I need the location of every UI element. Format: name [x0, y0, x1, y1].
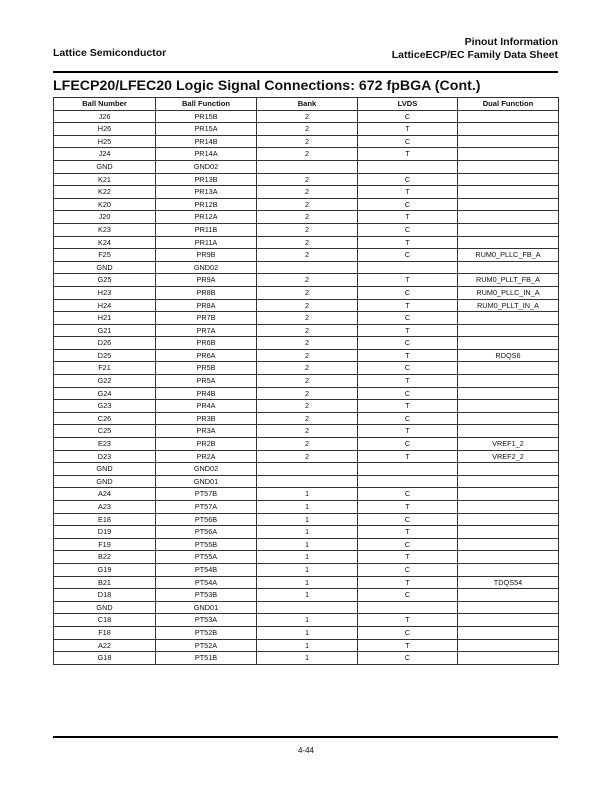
cell-ball-number: C25	[54, 425, 156, 438]
cell-bank: 2	[257, 249, 358, 262]
table-row	[54, 589, 559, 602]
column-header-dual-function: Dual Function	[458, 98, 559, 111]
table-row	[54, 249, 559, 262]
cell-ball-number: H25	[54, 135, 156, 148]
cell-ball-number: H23	[54, 286, 156, 299]
table-row	[54, 538, 559, 551]
cell-bank: 2	[257, 148, 358, 161]
cell-dual-function	[458, 475, 559, 488]
cell-ball-function: PT55B	[156, 538, 257, 551]
cell-lvds: T	[358, 274, 458, 287]
cell-bank: 2	[257, 400, 358, 413]
cell-ball-function: PR9B	[156, 249, 257, 262]
table-title: LFECP20/LFEC20 Logic Signal Connections: 672 fpBGA (Cont.)	[53, 78, 481, 94]
table-row	[54, 576, 559, 589]
cell-dual-function: RDQS6	[458, 349, 559, 362]
cell-lvds: T	[358, 576, 458, 589]
cell-ball-function: GND01	[156, 475, 257, 488]
cell-ball-function: PR9A	[156, 274, 257, 287]
cell-ball-function: PR15B	[156, 110, 257, 123]
cell-ball-function: PT54B	[156, 563, 257, 576]
cell-lvds: C	[358, 312, 458, 325]
cell-lvds: C	[358, 589, 458, 602]
cell-ball-number: K20	[54, 198, 156, 211]
cell-ball-number: B21	[54, 576, 156, 589]
table-row	[54, 337, 559, 350]
cell-bank: 2	[257, 135, 358, 148]
cell-bank: 1	[257, 652, 358, 665]
cell-lvds: T	[358, 639, 458, 652]
table-row	[54, 652, 559, 665]
cell-ball-function: PR6A	[156, 349, 257, 362]
cell-ball-function: PR13A	[156, 186, 257, 199]
cell-ball-number: D18	[54, 589, 156, 602]
cell-dual-function	[458, 526, 559, 539]
cell-lvds	[358, 261, 458, 274]
table-row	[54, 274, 559, 287]
table-row	[54, 312, 559, 325]
cell-lvds: T	[358, 236, 458, 249]
cell-ball-function: PR5A	[156, 375, 257, 388]
pinout-table	[53, 97, 559, 665]
cell-bank: 1	[257, 626, 358, 639]
cell-ball-function: PR5B	[156, 362, 257, 375]
table-row	[54, 375, 559, 388]
column-header-ball-function: Ball Function	[156, 98, 257, 111]
footer-rule	[53, 736, 558, 738]
cell-ball-number: H21	[54, 312, 156, 325]
cell-ball-function: GND01	[156, 601, 257, 614]
cell-ball-function: PT53A	[156, 614, 257, 627]
company-name: Lattice Semiconductor	[53, 47, 167, 59]
cell-ball-function: PR3A	[156, 425, 257, 438]
cell-ball-number: A24	[54, 488, 156, 501]
cell-bank: 2	[257, 312, 358, 325]
cell-ball-function: PR4B	[156, 387, 257, 400]
cell-bank	[257, 261, 358, 274]
cell-dual-function	[458, 513, 559, 526]
cell-ball-function: PR12A	[156, 211, 257, 224]
cell-dual-function	[458, 223, 559, 236]
cell-ball-number: G22	[54, 375, 156, 388]
cell-dual-function	[458, 626, 559, 639]
cell-bank: 2	[257, 438, 358, 451]
cell-lvds: C	[358, 513, 458, 526]
cell-dual-function	[458, 312, 559, 325]
cell-ball-function: PR6B	[156, 337, 257, 350]
cell-dual-function: RUM0_PLLT_IN_A	[458, 299, 559, 312]
column-header-bank: Bank	[257, 98, 358, 111]
cell-bank: 2	[257, 425, 358, 438]
cell-ball-function: PT57B	[156, 488, 257, 501]
table-row	[54, 488, 559, 501]
cell-ball-number: K24	[54, 236, 156, 249]
cell-bank: 1	[257, 614, 358, 627]
table-row	[54, 236, 559, 249]
table-row	[54, 438, 559, 451]
cell-lvds: T	[358, 375, 458, 388]
cell-lvds: C	[358, 362, 458, 375]
table-row	[54, 425, 559, 438]
cell-lvds: C	[358, 223, 458, 236]
cell-lvds	[358, 475, 458, 488]
cell-dual-function: VREF2_2	[458, 450, 559, 463]
cell-dual-function: RUM0_PLLT_FB_A	[458, 274, 559, 287]
cell-lvds: T	[358, 186, 458, 199]
cell-ball-function: PR14B	[156, 135, 257, 148]
cell-dual-function	[458, 160, 559, 173]
cell-lvds: C	[358, 110, 458, 123]
table-row	[54, 513, 559, 526]
cell-ball-number: J24	[54, 148, 156, 161]
cell-bank	[257, 475, 358, 488]
cell-ball-number: GND	[54, 475, 156, 488]
cell-dual-function	[458, 110, 559, 123]
cell-lvds: T	[358, 425, 458, 438]
cell-bank: 2	[257, 198, 358, 211]
table-row	[54, 463, 559, 476]
cell-dual-function	[458, 261, 559, 274]
cell-dual-function	[458, 186, 559, 199]
cell-lvds: C	[358, 173, 458, 186]
cell-lvds: T	[358, 450, 458, 463]
cell-ball-function: PT57A	[156, 501, 257, 514]
cell-lvds: C	[358, 488, 458, 501]
cell-bank: 2	[257, 286, 358, 299]
table-row	[54, 211, 559, 224]
cell-ball-number: GND	[54, 160, 156, 173]
cell-lvds: T	[358, 324, 458, 337]
table-row	[54, 501, 559, 514]
cell-bank: 1	[257, 576, 358, 589]
section-title: Pinout Information	[464, 36, 558, 48]
cell-bank: 1	[257, 488, 358, 501]
cell-ball-number: F18	[54, 626, 156, 639]
cell-lvds: C	[358, 563, 458, 576]
cell-dual-function	[458, 400, 559, 413]
cell-ball-number: E23	[54, 438, 156, 451]
cell-dual-function	[458, 412, 559, 425]
cell-dual-function	[458, 375, 559, 388]
cell-dual-function	[458, 337, 559, 350]
cell-lvds: C	[358, 652, 458, 665]
cell-ball-number: K22	[54, 186, 156, 199]
cell-ball-number: F21	[54, 362, 156, 375]
cell-dual-function	[458, 463, 559, 476]
cell-ball-number: J26	[54, 110, 156, 123]
cell-bank: 2	[257, 223, 358, 236]
cell-dual-function	[458, 236, 559, 249]
cell-lvds: T	[358, 614, 458, 627]
table-row	[54, 400, 559, 413]
table-row	[54, 626, 559, 639]
table-row	[54, 148, 559, 161]
cell-lvds: C	[358, 198, 458, 211]
table-row	[54, 349, 559, 362]
table-row	[54, 412, 559, 425]
cell-bank: 2	[257, 450, 358, 463]
cell-ball-number: A23	[54, 501, 156, 514]
cell-bank	[257, 463, 358, 476]
cell-ball-function: PR12B	[156, 198, 257, 211]
cell-ball-number: GND	[54, 261, 156, 274]
cell-bank: 2	[257, 173, 358, 186]
cell-dual-function	[458, 324, 559, 337]
cell-ball-function: PR2A	[156, 450, 257, 463]
table-row	[54, 387, 559, 400]
cell-dual-function: RUM0_PLLC_FB_A	[458, 249, 559, 262]
cell-ball-function: PR4A	[156, 400, 257, 413]
document-title: LatticeECP/EC Family Data Sheet	[391, 48, 558, 61]
cell-bank: 2	[257, 362, 358, 375]
table-row	[54, 173, 559, 186]
cell-bank: 2	[257, 123, 358, 136]
cell-lvds: C	[358, 135, 458, 148]
cell-lvds: C	[358, 412, 458, 425]
table-row	[54, 475, 559, 488]
table-row	[54, 450, 559, 463]
table-row	[54, 110, 559, 123]
cell-ball-function: PR8A	[156, 299, 257, 312]
cell-bank: 1	[257, 639, 358, 652]
cell-ball-number: C18	[54, 614, 156, 627]
cell-ball-number: A22	[54, 639, 156, 652]
cell-ball-function: PT52A	[156, 639, 257, 652]
cell-ball-number: H26	[54, 123, 156, 136]
table-row	[54, 639, 559, 652]
cell-ball-number: G21	[54, 324, 156, 337]
table-row	[54, 123, 559, 136]
cell-ball-number: GND	[54, 601, 156, 614]
cell-ball-function: PR3B	[156, 412, 257, 425]
cell-ball-number: G24	[54, 387, 156, 400]
cell-ball-number: K23	[54, 223, 156, 236]
cell-ball-function: PT53B	[156, 589, 257, 602]
cell-lvds: T	[358, 299, 458, 312]
cell-lvds: T	[358, 123, 458, 136]
cell-dual-function	[458, 362, 559, 375]
cell-ball-function: PR7B	[156, 312, 257, 325]
cell-ball-number: D23	[54, 450, 156, 463]
cell-dual-function: RUM0_PLLC_IN_A	[458, 286, 559, 299]
cell-dual-function	[458, 601, 559, 614]
cell-dual-function	[458, 148, 559, 161]
cell-ball-number: B22	[54, 551, 156, 564]
cell-ball-number: GND	[54, 463, 156, 476]
cell-bank: 2	[257, 349, 358, 362]
cell-lvds: T	[358, 148, 458, 161]
cell-lvds: C	[358, 249, 458, 262]
cell-dual-function	[458, 538, 559, 551]
cell-ball-number: H24	[54, 299, 156, 312]
table-row	[54, 223, 559, 236]
cell-lvds: T	[358, 349, 458, 362]
header-rule	[53, 71, 558, 73]
cell-ball-function: PR7A	[156, 324, 257, 337]
cell-ball-function: GND02	[156, 261, 257, 274]
cell-bank: 2	[257, 186, 358, 199]
cell-ball-number: D26	[54, 337, 156, 350]
cell-ball-number: F19	[54, 538, 156, 551]
table-row	[54, 135, 559, 148]
table-row	[54, 160, 559, 173]
cell-lvds: T	[358, 501, 458, 514]
table-row	[54, 601, 559, 614]
cell-dual-function: VREF1_2	[458, 438, 559, 451]
table-row	[54, 551, 559, 564]
cell-bank: 2	[257, 236, 358, 249]
cell-dual-function	[458, 589, 559, 602]
cell-ball-number: G19	[54, 563, 156, 576]
cell-ball-function: PR14A	[156, 148, 257, 161]
table-body	[54, 110, 559, 664]
table-row	[54, 286, 559, 299]
cell-dual-function	[458, 211, 559, 224]
table-row	[54, 526, 559, 539]
table-row	[54, 299, 559, 312]
cell-ball-function: PR2B	[156, 438, 257, 451]
cell-bank: 1	[257, 563, 358, 576]
cell-ball-function: PT54A	[156, 576, 257, 589]
cell-ball-number: E18	[54, 513, 156, 526]
cell-lvds: T	[358, 551, 458, 564]
table-row	[54, 198, 559, 211]
cell-bank: 1	[257, 526, 358, 539]
cell-lvds	[358, 160, 458, 173]
cell-bank	[257, 601, 358, 614]
cell-dual-function	[458, 551, 559, 564]
cell-dual-function	[458, 614, 559, 627]
cell-bank	[257, 160, 358, 173]
cell-ball-number: G18	[54, 652, 156, 665]
cell-dual-function	[458, 501, 559, 514]
table-row	[54, 614, 559, 627]
cell-lvds: C	[358, 538, 458, 551]
cell-ball-function: PR11A	[156, 236, 257, 249]
column-header-lvds: LVDS	[358, 98, 458, 111]
cell-dual-function	[458, 173, 559, 186]
table-row	[54, 563, 559, 576]
table-header-row	[54, 98, 559, 111]
cell-dual-function	[458, 488, 559, 501]
cell-ball-function: GND02	[156, 463, 257, 476]
cell-lvds: T	[358, 526, 458, 539]
table-row	[54, 186, 559, 199]
cell-bank: 2	[257, 375, 358, 388]
cell-bank: 2	[257, 274, 358, 287]
cell-bank: 1	[257, 501, 358, 514]
cell-bank: 2	[257, 324, 358, 337]
cell-dual-function	[458, 135, 559, 148]
cell-lvds: T	[358, 211, 458, 224]
cell-bank: 2	[257, 412, 358, 425]
cell-dual-function	[458, 387, 559, 400]
table-row	[54, 261, 559, 274]
table-row	[54, 324, 559, 337]
cell-bank: 2	[257, 337, 358, 350]
cell-bank: 2	[257, 110, 358, 123]
cell-ball-number: C26	[54, 412, 156, 425]
cell-ball-number: D19	[54, 526, 156, 539]
cell-lvds: C	[358, 337, 458, 350]
cell-ball-function: GND02	[156, 160, 257, 173]
cell-dual-function	[458, 425, 559, 438]
page-number: 4-44	[297, 746, 314, 755]
cell-dual-function	[458, 652, 559, 665]
cell-ball-number: G23	[54, 400, 156, 413]
cell-ball-function: PR15A	[156, 123, 257, 136]
cell-bank: 2	[257, 299, 358, 312]
cell-lvds: C	[358, 626, 458, 639]
cell-bank: 1	[257, 538, 358, 551]
cell-dual-function	[458, 198, 559, 211]
cell-lvds	[358, 601, 458, 614]
cell-bank: 1	[257, 513, 358, 526]
cell-bank: 1	[257, 589, 358, 602]
column-header-ball-number: Ball Number	[54, 98, 156, 111]
cell-ball-function: PT56B	[156, 513, 257, 526]
cell-ball-number: F25	[54, 249, 156, 262]
cell-dual-function	[458, 639, 559, 652]
cell-ball-number: G25	[54, 274, 156, 287]
cell-lvds	[358, 463, 458, 476]
cell-lvds: T	[358, 400, 458, 413]
cell-lvds: C	[358, 387, 458, 400]
cell-bank: 1	[257, 551, 358, 564]
cell-bank: 2	[257, 387, 358, 400]
cell-bank: 2	[257, 211, 358, 224]
cell-lvds: C	[358, 286, 458, 299]
table-row	[54, 362, 559, 375]
cell-ball-number: D25	[54, 349, 156, 362]
cell-ball-function: PT51B	[156, 652, 257, 665]
cell-ball-function: PT52B	[156, 626, 257, 639]
cell-ball-function: PR11B	[156, 223, 257, 236]
cell-ball-function: PR8B	[156, 286, 257, 299]
page-header-right	[392, 36, 558, 61]
cell-ball-number: K21	[54, 173, 156, 186]
cell-ball-function: PT56A	[156, 526, 257, 539]
cell-dual-function	[458, 123, 559, 136]
cell-lvds: C	[358, 438, 458, 451]
cell-dual-function	[458, 563, 559, 576]
cell-dual-function: TDQS54	[458, 576, 559, 589]
cell-ball-function: PR13B	[156, 173, 257, 186]
cell-ball-function: PT55A	[156, 551, 257, 564]
cell-ball-number: J20	[54, 211, 156, 224]
